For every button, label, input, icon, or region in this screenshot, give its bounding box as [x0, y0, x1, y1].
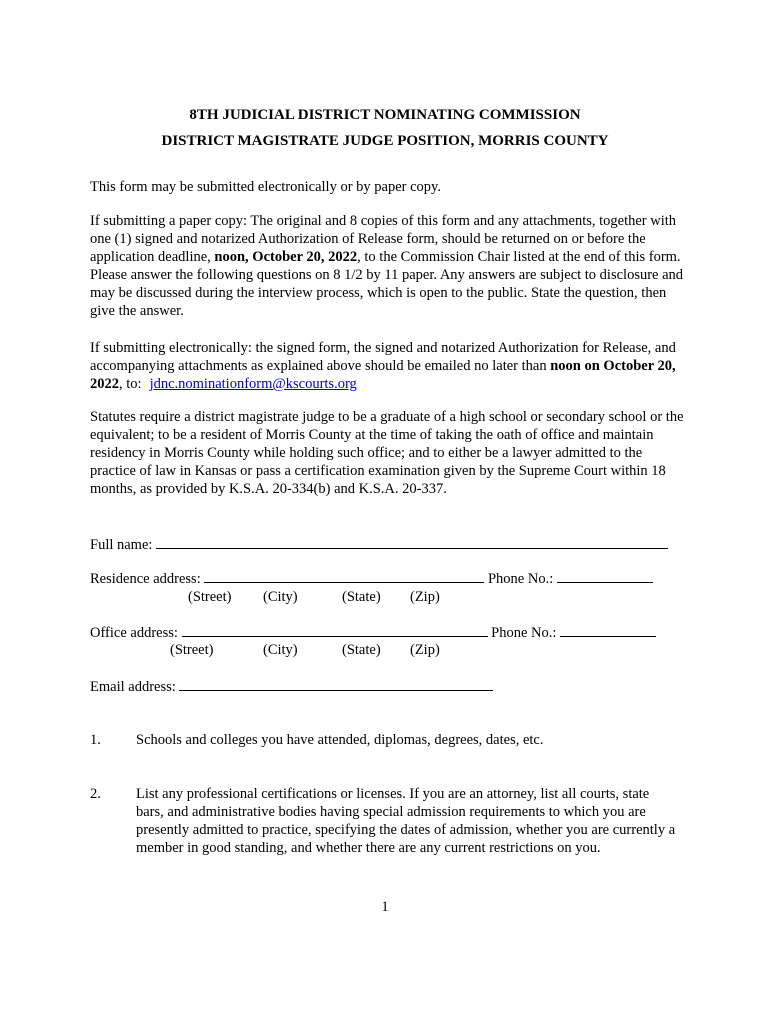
- page-number: 1: [381, 899, 389, 915]
- full-name-field[interactable]: [156, 535, 668, 549]
- full-name-row: [90, 535, 668, 554]
- office-sublabels: [0, 641, 770, 659]
- email-address-label: Email address:: [90, 679, 176, 695]
- office-city-label: (City): [263, 642, 298, 658]
- residence-city-label: (City): [263, 589, 298, 605]
- question-2-text: List any professional certifications or licenses. If you are an attorney, list all courts, state bars, and administrative bodies having special admission requirements to which you are presently admitted to practice, specifying the dates of admission, whether you are currently a member in good standing, and whether there are any current restrictions on you.: [136, 786, 676, 856]
- paper-deadline: noon, October 20, 2022: [214, 249, 358, 265]
- intro-paragraph: This form may be submitted electronically or by paper copy.: [90, 179, 441, 195]
- question-1-text: Schools and colleges you have attended, diplomas, degrees, dates, etc.: [136, 732, 544, 748]
- residence-address-field[interactable]: [204, 569, 484, 583]
- paper-copy-text-2: , to the Commission Chair listed at the end of this form. Please answer the following questions on 8 1/2 by 11 paper. Any answers are subject to disclosure and may be discussed during the interview process, which is open to the public. State the question, then give the answer.: [90, 249, 684, 319]
- office-address-label: Office address:: [90, 625, 178, 641]
- electronic-paragraph: [90, 339, 690, 393]
- office-zip-label: (Zip): [410, 642, 440, 658]
- residence-address-row: [90, 569, 653, 588]
- submission-email-link[interactable]: jdnc.nominationform@kscourts.org: [149, 376, 357, 392]
- residence-zip-label: (Zip): [410, 589, 440, 605]
- residence-phone-field[interactable]: [557, 569, 653, 583]
- question-1-number: 1.: [90, 732, 101, 748]
- residence-address-label: Residence address:: [90, 571, 201, 587]
- electronic-text-1: If submitting electronically: the signed form, the signed and notarized Authorization for Release, and accompanying attachments as explained above should be emailed no later than: [90, 340, 676, 374]
- commission-title: 8TH JUDICIAL DISTRICT NOMINATING COMMISSION: [189, 107, 581, 123]
- email-address-field[interactable]: [179, 677, 493, 691]
- office-street-label: (Street): [170, 642, 214, 658]
- statutes-paragraph: Statutes require a district magistrate judge to be a graduate of a high school or secondary school or the equivalent; to be a resident of Morris County at the time of taking the oath of office and maintain residency in Morris County while holding such office; and to either be a lawyer admitted to the practice of law in Kansas or pass a certification examination given by the Supreme Court within 18 months, as provided by K.S.A. 20-334(b) and K.S.A. 20-337.: [90, 409, 684, 497]
- electronic-deadline: noon on October 20, 2022: [90, 358, 676, 392]
- residence-state-label: (State): [342, 589, 381, 605]
- office-state-label: (State): [342, 642, 381, 658]
- position-title: DISTRICT MAGISTRATE JUDGE POSITION, MORRIS COUNTY: [161, 133, 609, 149]
- office-phone-field[interactable]: [560, 623, 656, 637]
- electronic-text-2: , to:: [119, 376, 142, 392]
- residence-street-label: (Street): [188, 589, 232, 605]
- email-address-row: [90, 677, 493, 696]
- office-phone-label: Phone No.:: [491, 625, 557, 641]
- office-address-row: [90, 623, 656, 642]
- question-2-number: 2.: [90, 786, 101, 802]
- paper-copy-paragraph: [90, 212, 690, 320]
- residence-sublabels: [0, 588, 770, 606]
- residence-phone-label: Phone No.:: [487, 571, 554, 587]
- office-address-field[interactable]: [182, 623, 488, 637]
- paper-copy-text-1: If submitting a paper copy: The original and 8 copies of this form and any attachments, together with one (1) signed and notarized Authorization of Release form, should be returned on or before the application deadline,: [90, 213, 677, 265]
- full-name-label: Full name:: [90, 537, 153, 553]
